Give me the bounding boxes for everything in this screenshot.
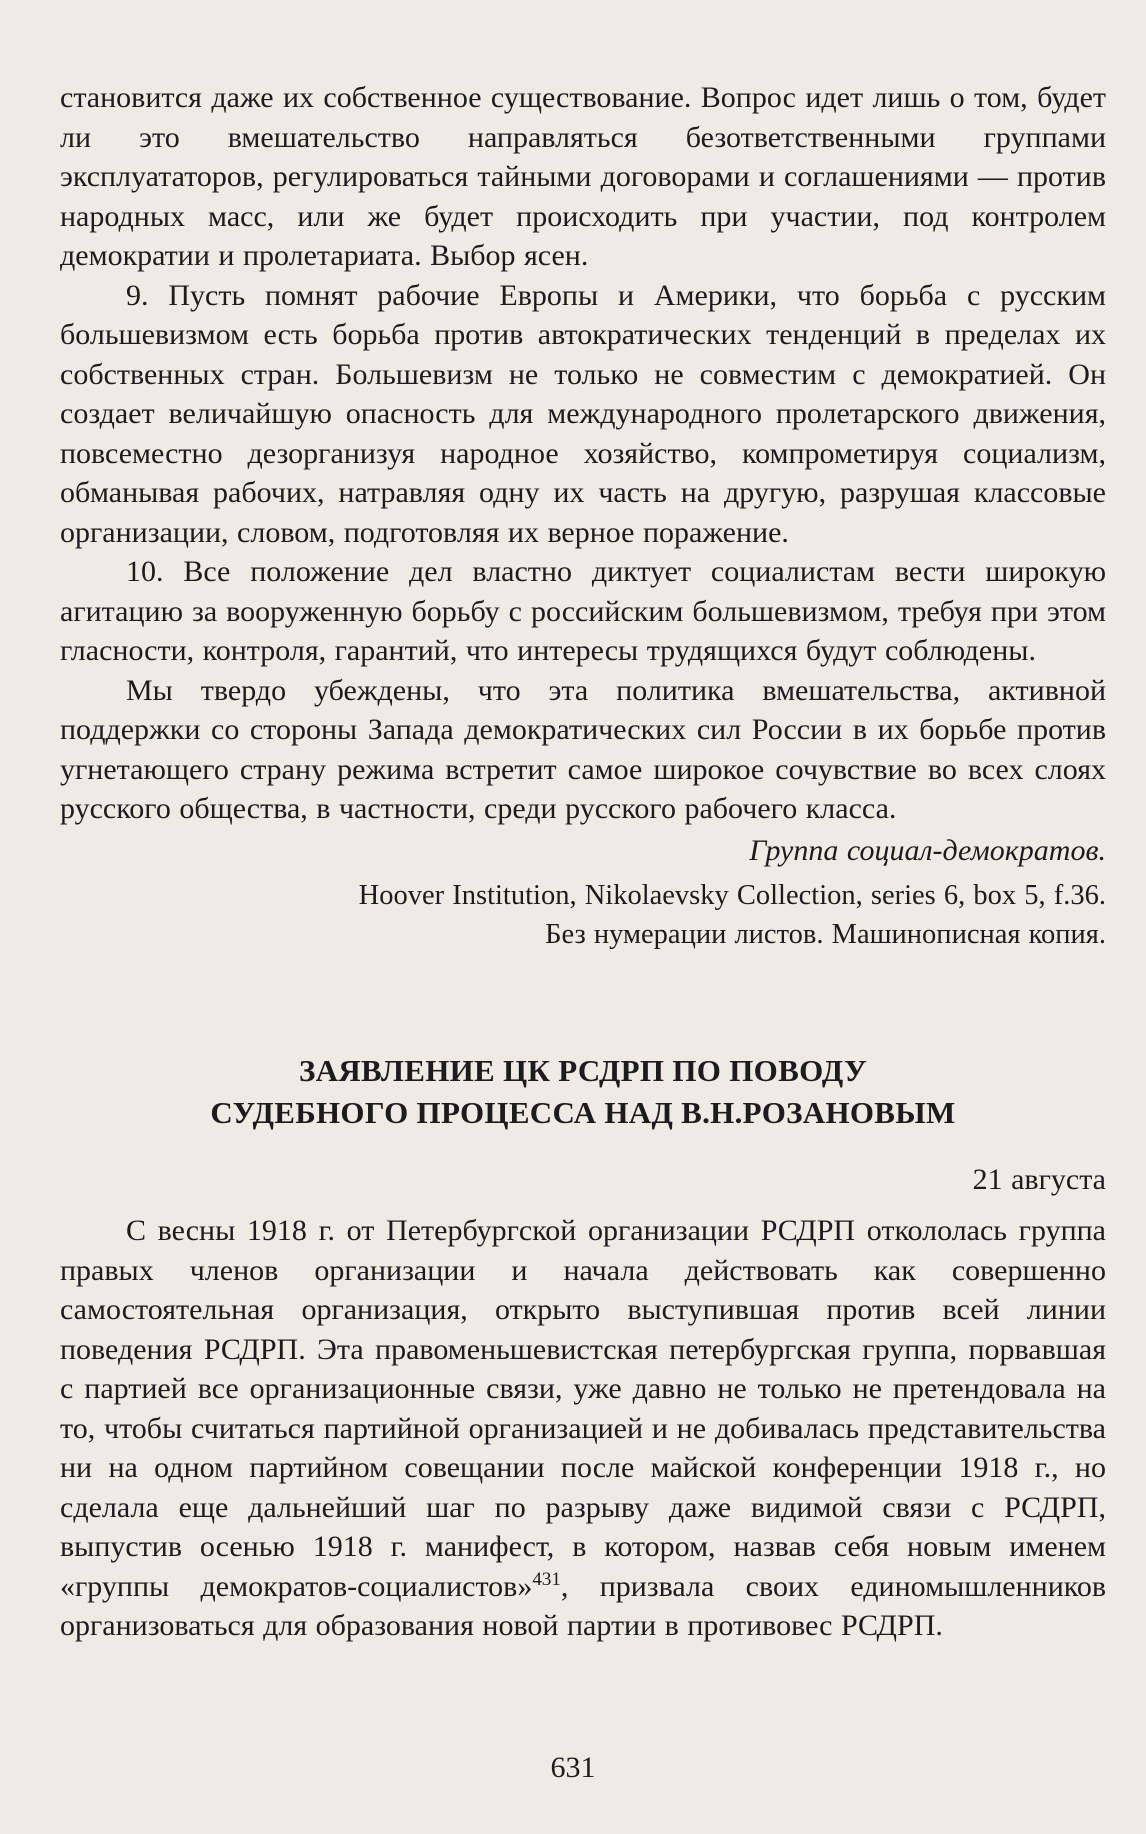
signature: Группа социал-демократов. (749, 833, 1106, 867)
statement-date: 21 августа (972, 1162, 1106, 1196)
source-line-1: Hoover Institution, Nikolaevsky Collection, series 6, box 5, f.36. (358, 880, 1106, 911)
source-line-2: Без нумерации листов. Машинописная копия. (545, 919, 1106, 950)
statement-title-line-1: ЗАЯВЛЕНИЕ ЦК РСДРП ПО ПОВОДУ (299, 1053, 867, 1088)
paragraph-conviction: Мы твердо убеждены, что эта политика вмешательства, активной поддержки со стороны Запада демократических сил России в их борьбе против угнетающего страну режима встретит самое широкое сочувствие во всех слоях русского общества, в частности, среди русского рабочего класса. (60, 673, 1106, 825)
archival-source (60, 876, 1106, 954)
statement-text: С весны 1918 г. от Петербургской организации РСДРП откололась группа правых членов организации и начала действовать как совершенно самостоятельная организация, открыто выступившая против всей линии поведения РСДРП. Эта правоменьшевистская петербургская группа, порвавшая с партией все организационные связи, уже давно не только не претендовала на то, чтобы считаться партийной организацией и не добивалась представительства ни на одном партийном совещании после майской конференции 1918 г., но сделала еще дальнейший шаг по разрыву даже видимой связи с РСДРП, выпустив осенью 1918 г. манифест, в котором, назвав себя новым именем «группы демократов-социалистов» (60, 1214, 1106, 1603)
document-page (60, 78, 1106, 1646)
statement-paragraph (60, 1211, 1106, 1646)
page-number: 631 (550, 1751, 596, 1784)
statement-title (60, 1050, 1106, 1134)
statement-text-continued: , призвала своих единомышленников организоваться для образования новой партии в противовес РСДРП. (60, 1569, 1106, 1643)
paragraph-point-9: 9. Пусть помнят рабочие Европы и Америки, что борьба с русским большевизмом есть борьба против автократических тенденций в пределах их собственных стран. Большевизм не только не совместим с демократией. Он создает величайшую опасность для международного пролетарского движения, повсеместно дезорганизуя народное хозяйство, компрометируя социализм, обманывая рабочих, натравляя одну их часть на другую, разрушая классовые организации, словом, подготовляя их верное поражение. (60, 278, 1106, 549)
footnote-reference: 431 (532, 1568, 561, 1590)
statement-title-line-2: СУДЕБНОГО ПРОЦЕССА НАД В.Н.РОЗАНОВЫМ (210, 1095, 956, 1130)
paragraph-continuation: становится даже их собственное существование. Вопрос идет лишь о том, будет ли это вмешательство направляться безответственными группами эксплуататоров, регулироваться тайными договорами и соглашениями — против народных масс, или же будет происходить при участии, под контролем демократии и пролетариата. Выбор ясен. (60, 81, 1106, 272)
paragraph-point-10: 10. Все положение дел властно диктует социалистам вести широкую агитацию за вооруженную борьбу с российским большевизмом, требуя при этом гласности, контроля, гарантий, что интересы трудящихся будут соблюдены. (60, 555, 1106, 667)
